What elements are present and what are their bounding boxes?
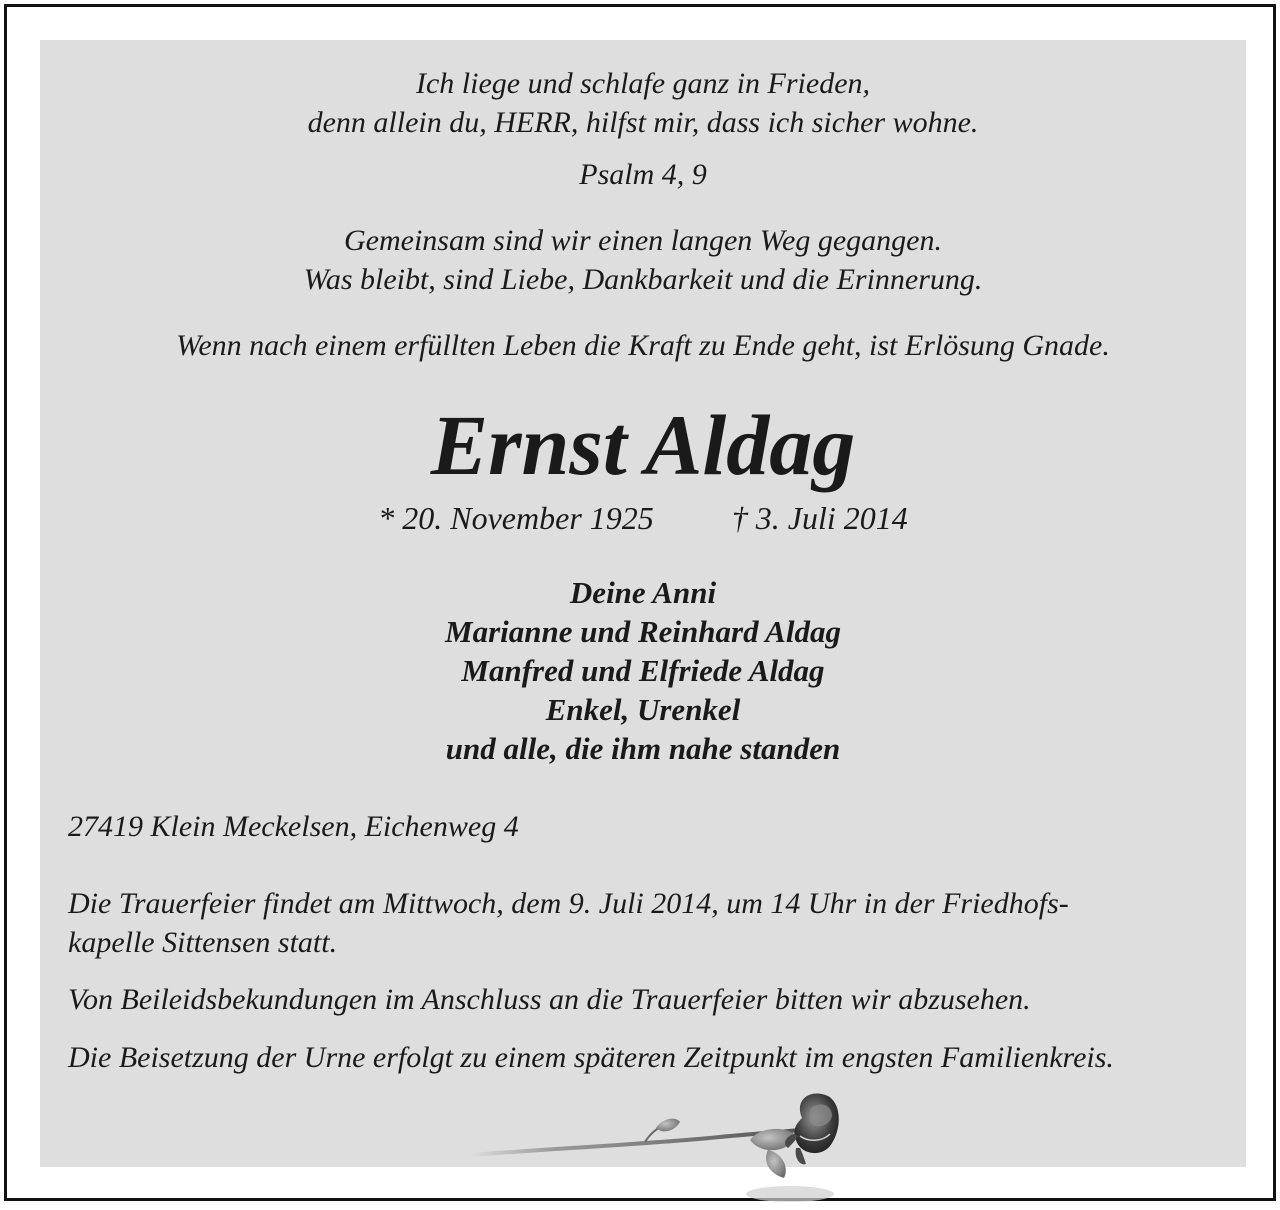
birth-date: * 20. November 1925 (378, 500, 654, 536)
life-dates (40, 498, 1246, 538)
mourner-line: und alle, die ihm nahe standen (445, 731, 841, 766)
psalm-reference: Psalm 4, 9 (579, 158, 707, 191)
memorial-verse (40, 221, 1246, 299)
mourners-list (40, 573, 1246, 768)
relief-verse: Wenn nach einem erfüllten Leben die Kraft zu Ende geht, ist Erlösung Gnade. (176, 329, 1110, 362)
funeral-notice-line-1: Die Trauerfeier findet am Mittwoch, dem 9. Juli 2014, um 14 Uhr in der Friedhofs- (68, 887, 1069, 920)
obituary-frame (4, 4, 1276, 1201)
deceased-name: Ernst Aldag (430, 397, 856, 493)
funeral-notice-line-2: kapelle Sittensen statt. (68, 926, 338, 959)
mourner-address: 27419 Klein Meckelsen, Eichenweg 4 (68, 810, 519, 843)
condolence-notice: Von Beileidsbekundungen im Anschluss an die Trauerfeier bitten wir abzusehen. (68, 983, 1031, 1016)
psalm-verse (40, 64, 1246, 142)
death-date: † 3. Juli 2014 (731, 500, 908, 536)
psalm-verse-line-2: denn allein du, HERR, hilfst mir, dass ich sicher wohne. (307, 106, 979, 139)
urn-burial-notice: Die Beisetzung der Urne erfolgt zu einem späteren Zeitpunkt im engsten Familienkreis. (68, 1041, 1114, 1074)
obituary-panel (40, 40, 1246, 1167)
memorial-verse-line-1: Gemeinsam sind wir einen langen Weg gegangen. (344, 224, 942, 257)
mourner-line: Deine Anni (569, 575, 717, 610)
memorial-verse-line-2: Was bleibt, sind Liebe, Dankbarkeit und die Erinnerung. (303, 263, 983, 296)
mourner-line: Enkel, Urenkel (545, 692, 741, 727)
funeral-notice (68, 884, 1228, 962)
mourner-line: Marianne und Reinhard Aldag (445, 614, 841, 649)
psalm-verse-line-1: Ich liege und schlafe ganz in Frieden, (415, 67, 871, 100)
mourner-line: Manfred und Elfriede Aldag (461, 653, 825, 688)
rose-icon (450, 1090, 840, 1210)
